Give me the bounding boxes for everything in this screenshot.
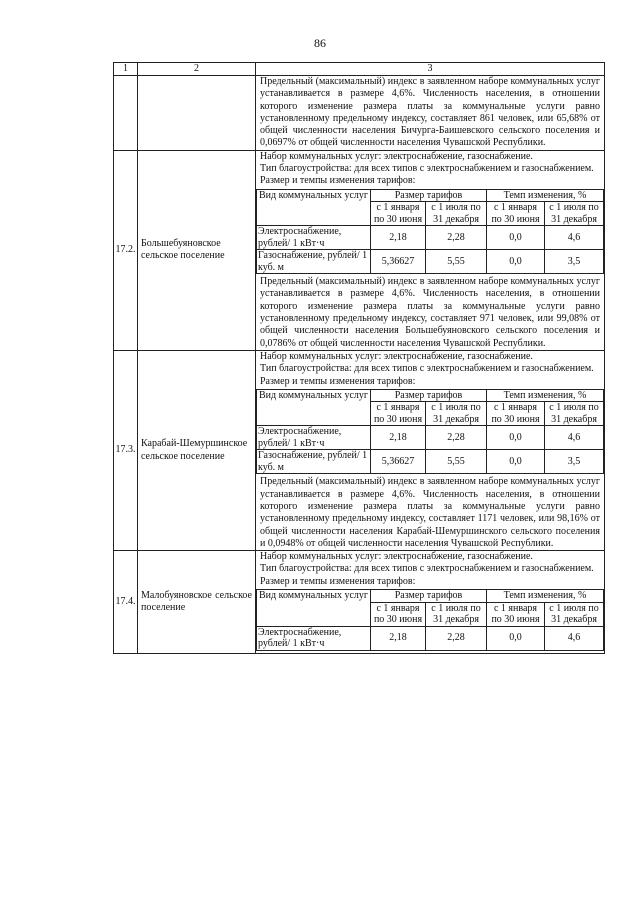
tariff-table (256, 189, 604, 275)
tariff-row (257, 250, 604, 274)
utility-set: Набор коммунальных услуг: электроснабжение, газоснабжение. (260, 350, 533, 362)
tariff-value-h1: 5,36627 (371, 250, 426, 274)
tariff-row (257, 426, 604, 450)
service-name: Электроснабжение, рублей/ 1 кВт·ч (257, 426, 371, 450)
service-name: Газоснабжение, рублей/ 1 куб. м (257, 450, 371, 474)
index-paragraph: Предельный (максимальный) индекс в заявленном наборе коммунальных услуг устанавливается в размере 4,6%. Численность населения, в отношении которого изменение размера платы за коммунальные услуги равно установленному предельному индексу, составляет 861 человек, или 65,68% от общей численности населения Бичурга-Баишевского сельского поселения и 0,0697% от общей численности населения Чувашской Республики. (260, 76, 600, 149)
tariff-value-h2: 2,28 (426, 226, 487, 250)
tariff-value-h2: 2,28 (426, 626, 487, 650)
tariff-size-header: Размер тарифов (371, 389, 487, 402)
period-header-4: с 1 июля по 31 декабря (545, 602, 604, 626)
row-name-cell (138, 76, 256, 151)
page-number: 86 (314, 36, 326, 50)
rate-value-h1: 0,0 (487, 626, 545, 650)
utility-set: Набор коммунальных услуг: электроснабжение, газоснабжение. (260, 150, 533, 162)
period-header-1: с 1 января по 30 июня (371, 202, 426, 226)
tariff-header-row (257, 389, 604, 402)
rate-value-h1: 0,0 (487, 226, 545, 250)
column-header-1: 1 (114, 63, 138, 76)
row-content-cell (256, 76, 605, 151)
period-header-2: с 1 июля по 31 декабря (426, 402, 487, 426)
service-name: Электроснабжение, рублей/ 1 кВт·ч (257, 226, 371, 250)
index-paragraph: Предельный (максимальный) индекс в заявленном наборе коммунальных услуг устанавливается в размере 4,6%. Численность населения, в отношении которого изменение размера платы за коммунальные услуги равно установленному предельному индексу, составляет 1171 человек, или 98,16% от общей численности населения Карабай-Шемуршинского сельского поселения и 0,0948% от общей численности населения Чувашской Республики. (260, 476, 600, 549)
row-content-cell (256, 551, 605, 653)
period-header-3: с 1 января по 30 июня (487, 202, 545, 226)
tariff-row (257, 226, 604, 250)
tariff-value-h2: 2,28 (426, 426, 487, 450)
rate-value-h2: 3,5 (545, 450, 604, 474)
service-kind-header: Вид коммунальных услуг (257, 189, 371, 226)
index-paragraph: Предельный (максимальный) индекс в заявленном наборе коммунальных услуг устанавливается в размере 4,6%. Численность населения, в отношении которого изменение размера платы за коммунальные услуги равно установленному предельному индексу, составляет 971 человек, или 99,08% от общей численности населения Большебуяновского сельского поселения и 0,0786% от общей численности населения Чувашской Республики. (260, 276, 600, 349)
column-header-2: 2 (138, 63, 256, 76)
rate-value-h1: 0,0 (487, 250, 545, 274)
period-header-2: с 1 июля по 31 декабря (426, 202, 487, 226)
settlement-row (114, 150, 605, 350)
tariff-header-row (257, 189, 604, 202)
settlement-name: Большебуяновское сельское поселение (138, 150, 256, 350)
document-table (113, 62, 605, 654)
row-number: 17.2. (114, 150, 138, 350)
utility-set: Набор коммунальных услуг: электроснабжение, газоснабжение. (260, 551, 533, 563)
settlement-row (114, 551, 605, 653)
tariff-value-h2: 5,55 (426, 250, 487, 274)
tariff-rate-header: Темп изменения, % (487, 590, 604, 603)
improvement-type: Тип благоустройства: для всех типов с электроснабжением и газоснабжением. (260, 363, 594, 375)
improvement-type: Тип благоустройства: для всех типов с электроснабжением и газоснабжением. (260, 163, 594, 175)
tariff-table (256, 389, 604, 475)
period-header-1: с 1 января по 30 июня (371, 602, 426, 626)
row-number: 17.3. (114, 350, 138, 550)
rate-value-h1: 0,0 (487, 426, 545, 450)
column-header-row (114, 63, 605, 76)
rate-value-h1: 0,0 (487, 450, 545, 474)
tariff-value-h1: 2,18 (371, 626, 426, 650)
settlement-row (114, 350, 605, 550)
service-kind-header: Вид коммунальных услуг (257, 590, 371, 627)
tariff-value-h2: 5,55 (426, 450, 487, 474)
tariff-title: Размер и темпы изменения тарифов: (260, 575, 416, 587)
row-number: 17.4. (114, 551, 138, 653)
rate-value-h2: 4,6 (545, 626, 604, 650)
tariff-row (257, 626, 604, 650)
tariff-size-header: Размер тарифов (371, 189, 487, 202)
service-kind-header: Вид коммунальных услуг (257, 389, 371, 426)
tariff-rate-header: Темп изменения, % (487, 189, 604, 202)
tariff-value-h1: 2,18 (371, 226, 426, 250)
period-header-2: с 1 июля по 31 декабря (426, 602, 487, 626)
rate-value-h2: 4,6 (545, 226, 604, 250)
service-name: Газоснабжение, рублей/ 1 куб. м (257, 250, 371, 274)
tariff-title: Размер и темпы изменения тарифов: (260, 375, 416, 387)
tariff-rate-header: Темп изменения, % (487, 389, 604, 402)
tariff-header-row (257, 590, 604, 603)
period-header-3: с 1 января по 30 июня (487, 602, 545, 626)
row-content-cell (256, 350, 605, 550)
rate-value-h2: 3,5 (545, 250, 604, 274)
rate-value-h2: 4,6 (545, 426, 604, 450)
row-number-cell (114, 76, 138, 151)
period-header-4: с 1 июля по 31 декабря (545, 402, 604, 426)
service-name: Электроснабжение, рублей/ 1 кВт·ч (257, 626, 371, 650)
settlement-name: Карабай-Шемуршинское сельское поселение (138, 350, 256, 550)
column-header-3: 3 (256, 63, 605, 76)
tariff-row (257, 450, 604, 474)
tariff-value-h1: 5,36627 (371, 450, 426, 474)
settlement-name: Малобуяновское сельское поселение (138, 551, 256, 653)
tariff-table (256, 589, 604, 651)
period-header-3: с 1 января по 30 июня (487, 402, 545, 426)
improvement-type: Тип благоустройства: для всех типов с электроснабжением и газоснабжением. (260, 563, 594, 575)
tariff-size-header: Размер тарифов (371, 590, 487, 603)
period-header-4: с 1 июля по 31 декабря (545, 202, 604, 226)
row-content-cell (256, 150, 605, 350)
period-header-1: с 1 января по 30 июня (371, 402, 426, 426)
tariff-value-h1: 2,18 (371, 426, 426, 450)
tariff-title: Размер и темпы изменения тарифов: (260, 175, 416, 187)
continued-row (114, 76, 605, 151)
